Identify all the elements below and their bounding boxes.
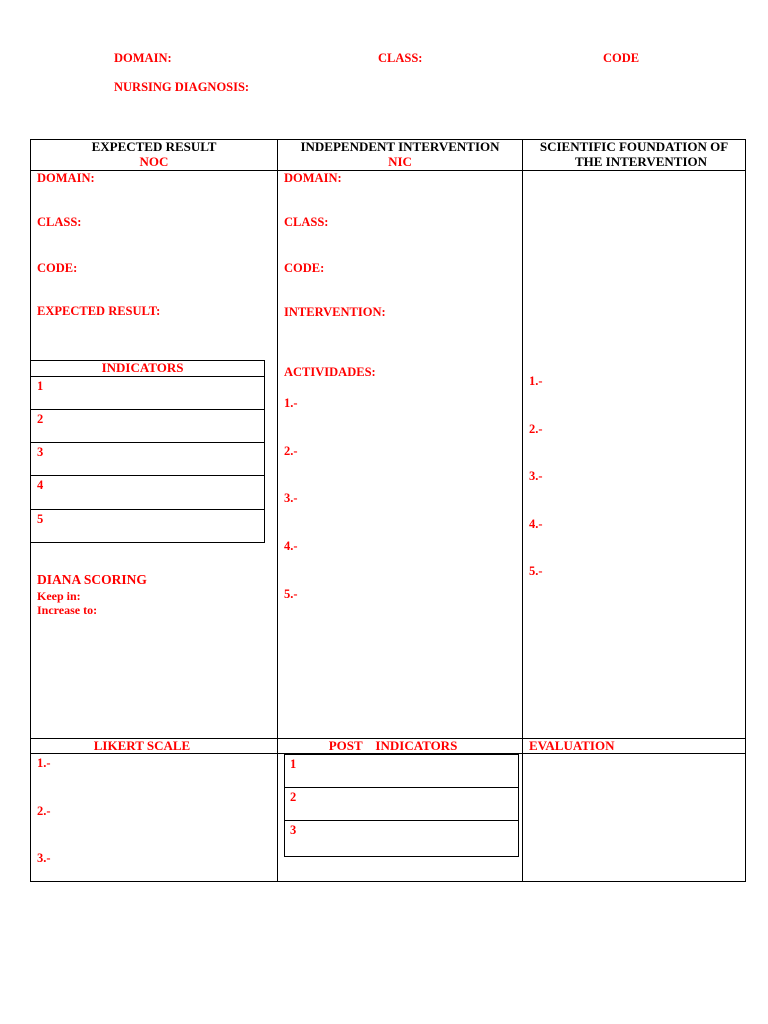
indicator-item: 3	[37, 445, 44, 459]
likert-item: 1.-	[37, 756, 51, 770]
indicators-header-divider	[30, 376, 265, 377]
foundation-item: 3.-	[529, 469, 543, 483]
increase-to-label: Increase to:	[37, 603, 98, 617]
foundation-item: 2.-	[529, 422, 543, 436]
activity-item: 1.-	[284, 396, 298, 410]
indicators-row-divider	[30, 509, 265, 510]
post-indicators-row-divider	[284, 787, 519, 788]
post-indicators-row-divider	[284, 820, 519, 821]
domain-label: DOMAIN:	[114, 51, 172, 65]
indicators-title: INDICATORS	[101, 360, 184, 375]
indicators-frame	[30, 360, 265, 543]
col-scientific-foundation-title: SCIENTIFIC FOUNDATION OF	[539, 139, 729, 154]
col-nic-subtitle: NIC	[388, 154, 412, 169]
code-label: CODE	[603, 51, 640, 65]
col-expected-result-title: EXPECTED RESULT	[91, 139, 217, 154]
nic-code-label: CODE:	[284, 261, 325, 275]
noc-expected-result-label: EXPECTED RESULT:	[37, 304, 161, 318]
likert-scale-title: LIKERT SCALE	[93, 738, 191, 753]
nic-domain-label: DOMAIN:	[284, 171, 342, 185]
activity-item: 5.-	[284, 587, 298, 601]
nic-class-label: CLASS:	[284, 215, 329, 229]
foundation-item: 5.-	[529, 564, 543, 578]
col-noc-subtitle: NOC	[139, 154, 169, 169]
keep-in-label: Keep in:	[37, 589, 81, 603]
nursing-diagnosis-label: NURSING DIAGNOSIS:	[114, 80, 250, 94]
column-divider-1	[277, 139, 278, 882]
post-indicator-item: 2	[290, 790, 297, 804]
table-right-border	[745, 139, 746, 882]
diana-scoring-title: DIANA SCORING	[37, 572, 147, 587]
likert-item: 2.-	[37, 804, 51, 818]
header-divider	[30, 170, 746, 171]
indicator-item: 5	[37, 512, 44, 526]
column-divider-2	[522, 139, 523, 882]
evaluation-title: EVALUATION	[529, 738, 615, 753]
indicators-row-divider	[30, 475, 265, 476]
noc-class-label: CLASS:	[37, 215, 82, 229]
noc-code-label: CODE:	[37, 261, 78, 275]
activity-item: 3.-	[284, 491, 298, 505]
foundation-item: 1.-	[529, 374, 543, 388]
indicators-row-divider	[30, 442, 265, 443]
indicator-item: 4	[37, 478, 44, 492]
indicators-row-divider	[30, 409, 265, 410]
indicator-item: 1	[37, 379, 44, 393]
post-indicators-title: POST INDICATORS	[328, 738, 458, 753]
activity-item: 4.-	[284, 539, 298, 553]
col-scientific-foundation-title-line2: THE INTERVENTION	[574, 154, 708, 169]
activity-item: 2.-	[284, 444, 298, 458]
col-independent-intervention-title: INDEPENDENT INTERVENTION	[300, 139, 500, 154]
indicator-item: 2	[37, 412, 44, 426]
post-indicators-frame	[284, 754, 519, 857]
noc-domain-label: DOMAIN:	[37, 171, 95, 185]
class-label: CLASS:	[378, 51, 423, 65]
foundation-item: 4.-	[529, 517, 543, 531]
table-bottom-border	[30, 881, 746, 882]
activities-title: ACTIVIDADES:	[284, 365, 376, 379]
nic-intervention-label: INTERVENTION:	[284, 305, 386, 319]
post-indicator-item: 3	[290, 823, 297, 837]
post-indicator-item: 1	[290, 757, 297, 771]
likert-item: 3.-	[37, 851, 51, 865]
